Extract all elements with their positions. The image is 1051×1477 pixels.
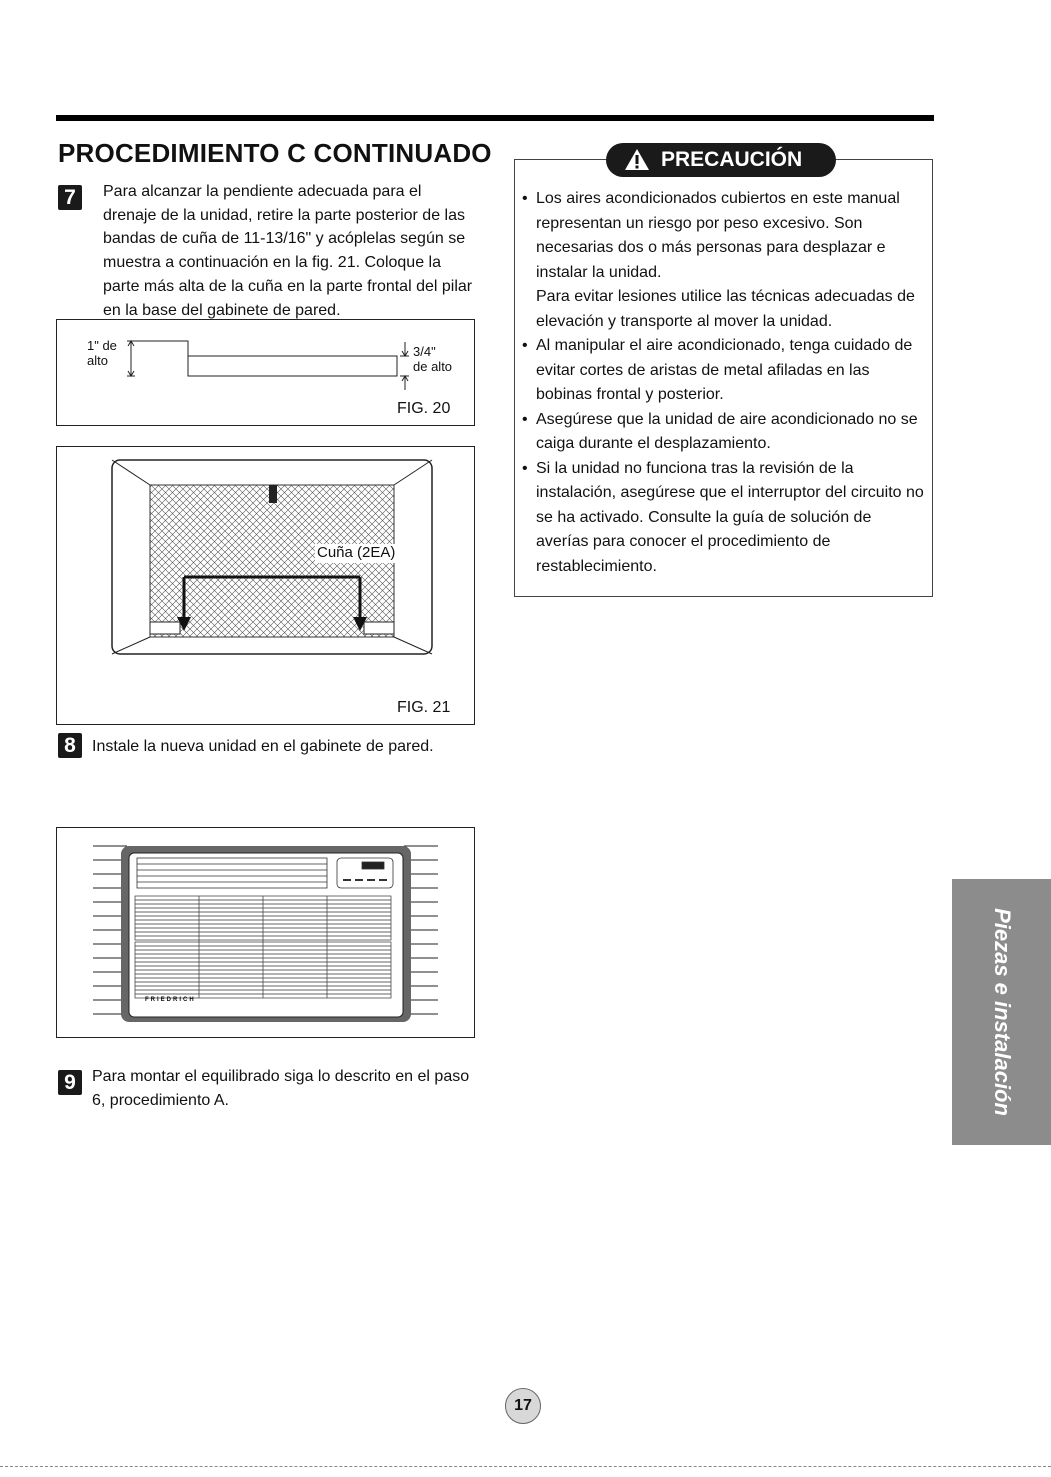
fig20-right-label — [413, 344, 452, 374]
caution-item-extra: Para evitar lesiones utilice las técnicas adecuadas de elevación y transporte al mover la unidad. — [536, 288, 915, 330]
section-side-tab — [952, 879, 1051, 1145]
caution-item-text: Los aires acondicionados cubiertos en este manual representan un riesgo por peso excesivo. Son necesarias dos o más personas para desplazar e instalar la unidad. — [536, 190, 900, 281]
step-9-number: 9 — [58, 1070, 82, 1095]
wall-sleeve-diagram — [57, 447, 474, 724]
fig20-left-label-line1: 1" de — [87, 338, 117, 353]
step-8-number: 8 — [58, 733, 82, 758]
fig-brand-logo: FRIEDRICH — [145, 997, 196, 1003]
bottom-rule — [0, 1466, 1051, 1467]
fig-20 — [56, 319, 475, 426]
caution-item: • Asegúrese que la unidad de aire acondicionado no se caiga durante el desplazamiento. — [522, 410, 918, 452]
fig-21 — [56, 446, 475, 725]
section-side-tab-label: Piezas e instalación — [989, 908, 1015, 1116]
page-title: PROCEDIMIENTO C CONTINUADO — [58, 138, 492, 168]
step-7-number: 7 — [58, 185, 82, 210]
caution-title: PRECAUCIÓN — [661, 148, 803, 171]
caution-item: • Al manipular el aire acondicionado, tenga cuidado de evitar cortes de aristas de metal afiladas en las bobinas frontal y posterior. — [522, 337, 913, 403]
fig20-right-label-line2: de alto — [413, 359, 453, 374]
step-9-text: Para montar el equilibrado siga lo descrito en el paso 6, procedimiento A. — [92, 1068, 470, 1109]
caution-item-text: Si la unidad no funciona tras la revisión de la instalación, asegúrese que el interruptor del circuito no se ha activado. Consulte la guía de solución de averías para conocer el procedimiento de restablecimiento. — [536, 459, 924, 575]
fig20-left-label — [87, 338, 117, 368]
caution-item: • Los aires acondicionados cubiertos en este manual representan un riesgo por peso excesivo. Son necesarias dos o más personas para desplazar e instalar la unidad. Para evitar lesiones utilice las técnicas adecuadas de elevación y transporte al mover la unidad. — [522, 190, 915, 330]
fig-installed-unit — [56, 827, 475, 1038]
fig20-right-label-line1: 3/4" — [413, 344, 436, 359]
step-8-text: Instale la nueva unidad en el gabinete de pared. — [92, 738, 434, 755]
fig20-left-label-line2: alto — [87, 353, 108, 368]
step-7-text: Para alcanzar la pendiente adecuada para el drenaje de la unidad, retire la parte posterior de las bandas de cuña de 11-13/16" y acóplelas según se muestra a continuación en la fig. 21. Coloque la parte más alta de la cuña en la parte frontal del pilar en la base del gabinete de pared. — [103, 183, 473, 319]
warning-triangle-icon — [624, 148, 650, 182]
caution-item: • Si la unidad no funciona tras la revisión de la instalación, asegúrese que el interruptor del circuito no se ha activado. Consulte la guía de solución de averías para conocer el procedimiento de restablecimiento. — [522, 459, 924, 575]
page-number: 17 — [505, 1388, 541, 1424]
fig21-center-tab — [269, 485, 277, 503]
caution-item-text: Al manipular el aire acondicionado, tenga cuidado de evitar cortes de aristas de metal afiladas en las bobinas frontal y posterior. — [536, 337, 913, 403]
caution-list — [522, 187, 926, 579]
fig21-caption: FIG. 21 — [397, 699, 451, 716]
fig20-caption: FIG. 20 — [397, 400, 451, 417]
fig21-callout: Cuña (2EA) — [317, 544, 396, 561]
installed-unit-diagram — [57, 828, 474, 1037]
caution-header — [606, 143, 836, 177]
caution-item-text: Asegúrese que la unidad de aire acondicionado no se caiga durante el desplazamiento. — [536, 410, 918, 452]
top-rule — [56, 115, 934, 121]
